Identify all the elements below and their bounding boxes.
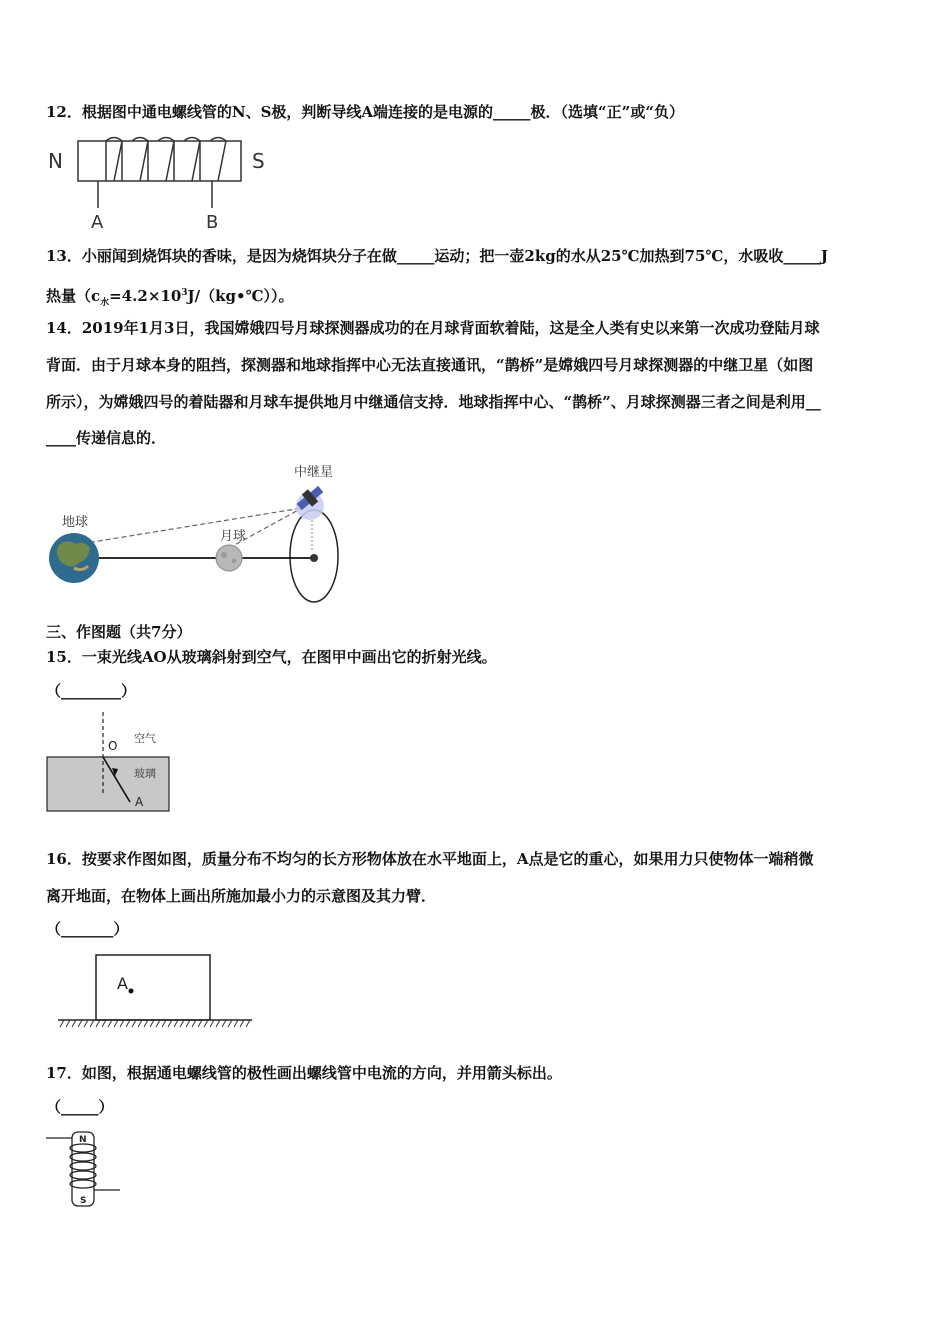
q13-line2 <box>46 283 294 313</box>
q14-line4: ____传递信息的． <box>46 429 167 447</box>
q15-refraction-figure <box>46 710 176 816</box>
q14-relay-satellite-figure <box>44 460 354 610</box>
q12-text: 12．根据图中通电螺线管的N、S极，判断导线A端连接的是电源的_____极．（选填“正”或“负） <box>46 103 684 121</box>
q17-answer-blank: （_____） <box>46 1098 114 1116</box>
moon-icon <box>216 545 242 571</box>
q15-air-label: 空气 <box>134 732 156 745</box>
q15-text: 15．一束光线AO从玻璃斜射到空气，在图甲中画出它的折射光线。 <box>46 648 497 666</box>
section-3-heading: 三、作图题（共7分） <box>46 623 192 641</box>
q12-solenoid-figure <box>44 136 284 232</box>
q15-answer-blank: （________） <box>46 682 137 700</box>
q13-line2-mid: =4.2×10 <box>109 287 182 305</box>
q16-answer-blank: （_______） <box>46 920 129 938</box>
q17-n-label: N <box>79 1135 87 1145</box>
q12-n-label: N <box>48 149 63 173</box>
q14-line1: 14．2019年1月3日，我国嫦娥四号月球探测器成功的在月球背面软着陆，这是全人类有史以来第一次成功登陆月球 <box>46 319 820 337</box>
q14-line3: 所示），为嫦娥四号的着陆器和月球车提供地月中继通信支持．地球指挥中心、“鹊桥”、月球探测器三者之间是利用__ <box>46 393 821 411</box>
q12-a-label: A <box>91 212 104 232</box>
q13-line2-sub: 水 <box>100 298 110 308</box>
q14-relay-label: 中继星 <box>294 465 334 480</box>
q16-line1: 16．按要求作图如图，质量分布不均匀的长方形物体放在水平地面上，A点是它的重心，如果用力只使物体一端稍微 <box>46 850 814 868</box>
q13-line1: 13．小丽闻到烧饵块的香味，是因为烧饵块分子在做_____运动；把一壶2kg的水从25℃加热到75℃，水吸收_____J <box>46 247 828 265</box>
q12-b-label: B <box>206 212 219 232</box>
q13-line2-pre: 热量（c <box>46 287 101 305</box>
q14-moon-label: 月球 <box>220 529 247 544</box>
q15-o-label: O <box>108 739 118 753</box>
q17-text: 17．如图，根据通电螺线管的极性画出螺线管中电流的方向，并用箭头标出。 <box>46 1064 562 1082</box>
q16-line2: 离开地面，在物体上画出所施加最小力的示意图及其力臂． <box>46 887 437 905</box>
q17-solenoid-figure <box>44 1126 124 1210</box>
q14-line2: 背面．由于月球本身的阻挡，探测器和地球指挥中心无法直接通讯，“鹊桥”是嫦娥四号月球探测器的中继卫星（如图 <box>46 356 814 374</box>
q17-s-label: S <box>80 1196 87 1206</box>
q15-a-label: A <box>135 795 144 809</box>
q16-a-label: A <box>117 974 128 993</box>
q15-glass-label: 玻璃 <box>134 767 156 780</box>
q16-block-figure <box>56 950 256 1032</box>
q13-line2-sup: 3 <box>181 288 188 298</box>
q12-s-label: S <box>252 149 265 173</box>
q14-earth-label: 地球 <box>62 515 89 530</box>
q13-line2-post: J/（kg•℃））。 <box>187 287 294 305</box>
